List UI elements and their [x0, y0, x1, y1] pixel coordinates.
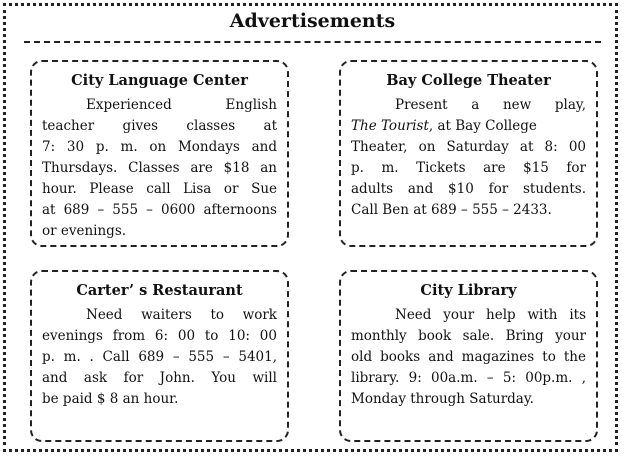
ad-line: be paid $ 8 an hour.	[42, 391, 179, 407]
ad-city-library	[339, 270, 598, 442]
ad-line: Need waiters to work	[86, 307, 277, 323]
ad-line: Experienced English	[86, 97, 277, 113]
ad-line: teacher gives classes at	[42, 118, 277, 134]
title-divider	[24, 41, 601, 43]
ad-bay-college-theater	[339, 60, 598, 247]
ad-line: p. m. Tickets are $15 for	[351, 160, 586, 176]
ad-line: Theater, on Saturday at 8: 00	[351, 139, 586, 155]
ad-line: Call Ben at 689 – 555 – 2433.	[351, 202, 552, 218]
ad-line: Monday through Saturday.	[351, 391, 534, 407]
ad-line: Need your help with its	[395, 307, 586, 323]
ad-heading: Carter’ s Restaurant	[76, 282, 243, 299]
ad-line: hour. Please call Lisa or Sue	[42, 181, 277, 197]
ad-line: at 689 – 555 – 0600 afternoons	[42, 202, 277, 218]
page-title: Advertisements	[229, 10, 396, 32]
ad-line: Thursdays. Classes are $18 an	[42, 160, 277, 176]
ad-line: 7: 30 p. m. on Mondays and	[42, 139, 277, 155]
ad-line: adults and $10 for students.	[351, 181, 586, 197]
ad-line: Present a new play,	[395, 97, 586, 113]
ad-heading: City Library	[420, 282, 517, 299]
ad-line: library. 9: 00a.m. – 5: 00p.m. ,	[351, 370, 586, 386]
ad-heading: Bay College Theater	[386, 72, 551, 89]
ad-line: p. m. . Call 689 – 555 – 5401,	[42, 349, 277, 365]
ad-city-language-center	[30, 60, 289, 247]
ad-line: old books and magazines to the	[351, 349, 586, 365]
ad-carters-restaurant	[30, 270, 289, 442]
ad-line: and ask for John. You will	[42, 370, 277, 386]
ad-heading: City Language Center	[71, 72, 248, 89]
ad-line	[351, 116, 586, 137]
ad-line: or evenings.	[42, 223, 127, 239]
ad-line: evenings from 6: 00 to 10: 00	[42, 328, 277, 344]
ad-line-rest: , at Bay College	[428, 118, 537, 134]
play-title: The Tourist	[351, 118, 429, 134]
ad-line: monthly book sale. Bring your	[351, 328, 586, 344]
